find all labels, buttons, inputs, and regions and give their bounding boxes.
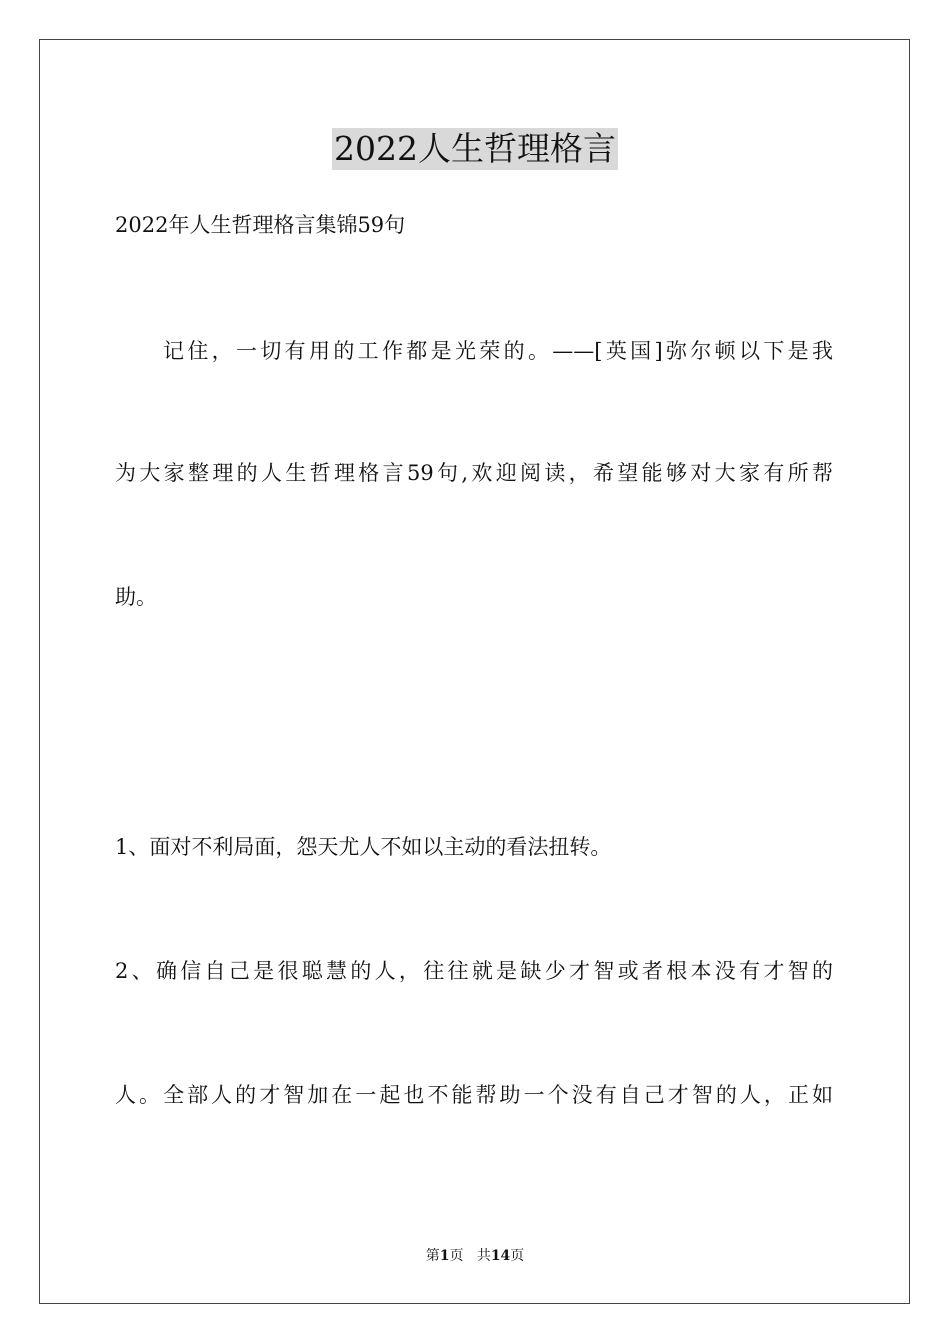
list-item: 1、面对不利局面，怨天尤人不如以主动的看法扭转。 — [115, 835, 612, 859]
page-prefix: 第 — [425, 1248, 440, 1264]
paragraph-line: 助。 — [115, 585, 157, 609]
list-item: 人。全部人的才智加在一起也不能帮助一个没有自己才智的人，正如 — [115, 1083, 833, 1107]
title-container — [0, 128, 950, 170]
total-pages: 14 — [490, 1248, 511, 1264]
document-title: 2022人生哲理格言 — [334, 129, 616, 168]
list-item: 2、确信自己是很聪慧的人，往往就是缺少才智或者根本没有才智的 — [115, 959, 833, 983]
paragraph-line: 记住，一切有用的工作都是光荣的。——[英国]弥尔顿以下是我 — [163, 339, 833, 363]
page-footer — [0, 1247, 950, 1265]
total-suffix: 页 — [510, 1248, 525, 1264]
document-subtitle: 2022年人生哲理格言集锦59句 — [115, 213, 406, 237]
paragraph-line: 为大家整理的人生哲理格言59句,欢迎阅读，希望能够对大家有所帮 — [115, 461, 833, 485]
page-number: 1 — [439, 1248, 450, 1264]
total-prefix: 共 — [476, 1248, 491, 1264]
page-suffix: 页 — [449, 1248, 464, 1264]
